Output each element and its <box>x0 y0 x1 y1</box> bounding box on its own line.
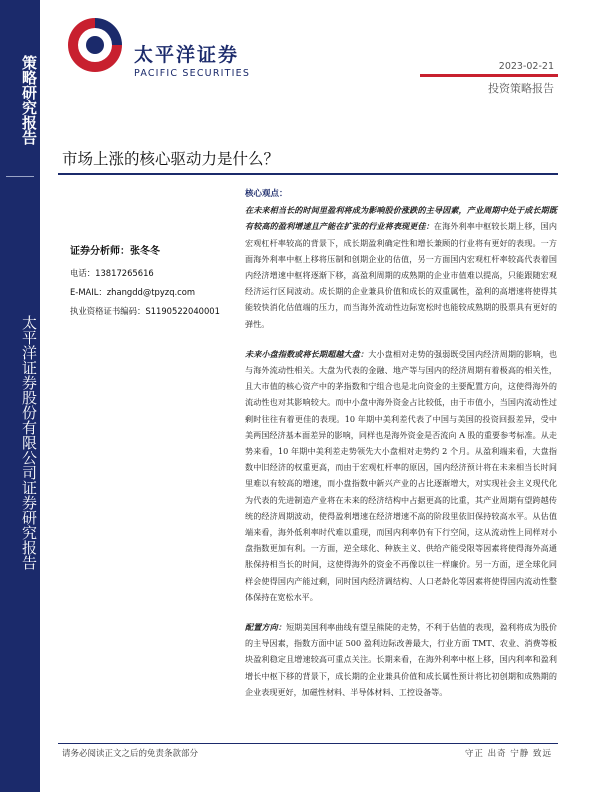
analyst-phone: 电话：13817265616 <box>70 268 154 278</box>
paragraph-earnings-body: 在海外利率中枢较长期上移，国内宏观杠杆率较高的背景下，成长期盈利确定性和增长兼顾的行业将有更好的表现。一方面海外利率中枢上移将压制和创期企业的估值，另一方面国内宏观杠杆率较高代表着国内经济增速中枢将逐渐下移，高盈利周期的成熟期的企业市值难以提高，只能跟随宏观经济运行区间波动。成长期的企业兼具价值和成长的双重属性，盈利的高增速将使得其能较快消化估值端的压力，而当海外流动性边际宽松时也能较成熟期的股票具有更好的弹性。 <box>245 221 557 329</box>
pacific-securities-logo-icon <box>64 14 126 76</box>
analyst-info <box>70 242 230 324</box>
core-views-heading: 核心观点： <box>245 189 288 199</box>
paragraph-small-cap-body: 大小盘相对走势的强弱既受国内经济周期的影响，也与海外流动性相关。大盘为代表的金融、地产等与国内的经济周期有着极高的相关性，且大市值的核心资产中的茅指数和宁组合也是北向资金的主要配置方向，这使得海外的流动性也对其影响较大。而中小盘中海外资金占比较低，由于市值小，当国内流动性过剩时往往有着更佳的表现。10 年期中美利差代表了中国与美国的投资回报差异，受中美两国经济基本面差异的影响，同样也是海外资金是否流向 A 股的重要参考标准。从走势来看，10 年期中美利差走势领先大小盘相对走势约 2 个月。从盈利端来看，大盘指数中旧经济的权重更高，而由于宏观杠杆率的原因，国内经济预计将在未来相当长时间里难以有较高的增速，而小盘指数中新兴产业的占比逐渐增大，对实现社会主义现代化为代表的先进制造产业将在未来的经济结构中占据更高的比重，其产业周期有望跨越传统的经济周期波动，使得盈利增速在经济增速不高的阶段里依旧保持较高水平。从估值端来看，海外低利率时代难以重现，而国内利率仍有下行空间，这从流动性上同样对小盘指数更加有利。一方面，逆全球化、种族主义、供给产能受限等因素将使得海外高通胀保持相当长的时间，这使得海外的资金不再像以往一样廉价。另一方面，逆全球化同样会使得国内产能过剩，同时国内经济调结构、人口老龄化等因素将使得国内流动性整体保持在宽松水平。 <box>245 348 557 602</box>
report-title: 市场上涨的核心驱动力是什么？ <box>62 150 280 168</box>
brand-name-cn: 太平洋证券 <box>134 44 240 66</box>
paragraph-small-cap <box>245 346 557 605</box>
paragraph-earnings-lead: 在未来相当长的时间里盈利将成为影响股价涨跌的主导因素，产业周期中处于成长期既有较高的盈利增速且产能在扩张的行业将表现更佳： <box>245 205 557 232</box>
paragraph-allocation <box>245 619 557 700</box>
left-sidebar-band <box>0 0 40 792</box>
report-date: 2023-02-21 <box>498 61 554 72</box>
analyst-name: 证券分析师：张冬冬 <box>70 246 160 257</box>
analyst-email: E-MAIL：zhangdd@tpyzq.com <box>70 287 196 297</box>
footer-disclaimer: 请务必阅读正文之后的免责条款部分 <box>62 749 199 759</box>
title-divider <box>58 173 558 175</box>
analyst-license: 执业资格证书编码：S1190522040001 <box>70 306 220 316</box>
sidebar-report-category: 策略研究报告 <box>20 55 38 145</box>
sidebar-divider <box>6 176 34 177</box>
footer-divider <box>58 743 558 744</box>
paragraph-small-cap-lead: 未来小盘指数或将长期超越大盘： <box>245 348 369 359</box>
header-red-rule <box>420 74 558 77</box>
brand-name-en: PACIFIC SECURITIES <box>134 68 251 79</box>
paragraph-allocation-lead: 配置方向： <box>245 622 287 633</box>
paragraph-allocation-body: 短期美国利率曲线有望呈熊陡的走势，不利于估值的表现，盈利将成为股价的主导因素，指数方面中证 500 盈利边际改善最大，行业方面 TMT、农业、消费等板块盈利稳定且增速较高可重点关注。长期来看，在海外利率中枢上移，国内利率和盈利增长中枢下移的背景下，成长期的企业兼具价值和成长属性预计将比初创期和成熟期的企业表现更好，加磁性材料、半导体材料、工控设备等。 <box>245 622 557 697</box>
footer-motto: 守正 出奇 宁静 致远 <box>464 749 552 759</box>
paragraph-earnings <box>245 202 557 332</box>
main-content <box>245 186 557 714</box>
report-type: 投资策略报告 <box>488 82 554 95</box>
sidebar-company-label: 太平洋证券股份有限公司证券研究报告 <box>20 314 38 570</box>
